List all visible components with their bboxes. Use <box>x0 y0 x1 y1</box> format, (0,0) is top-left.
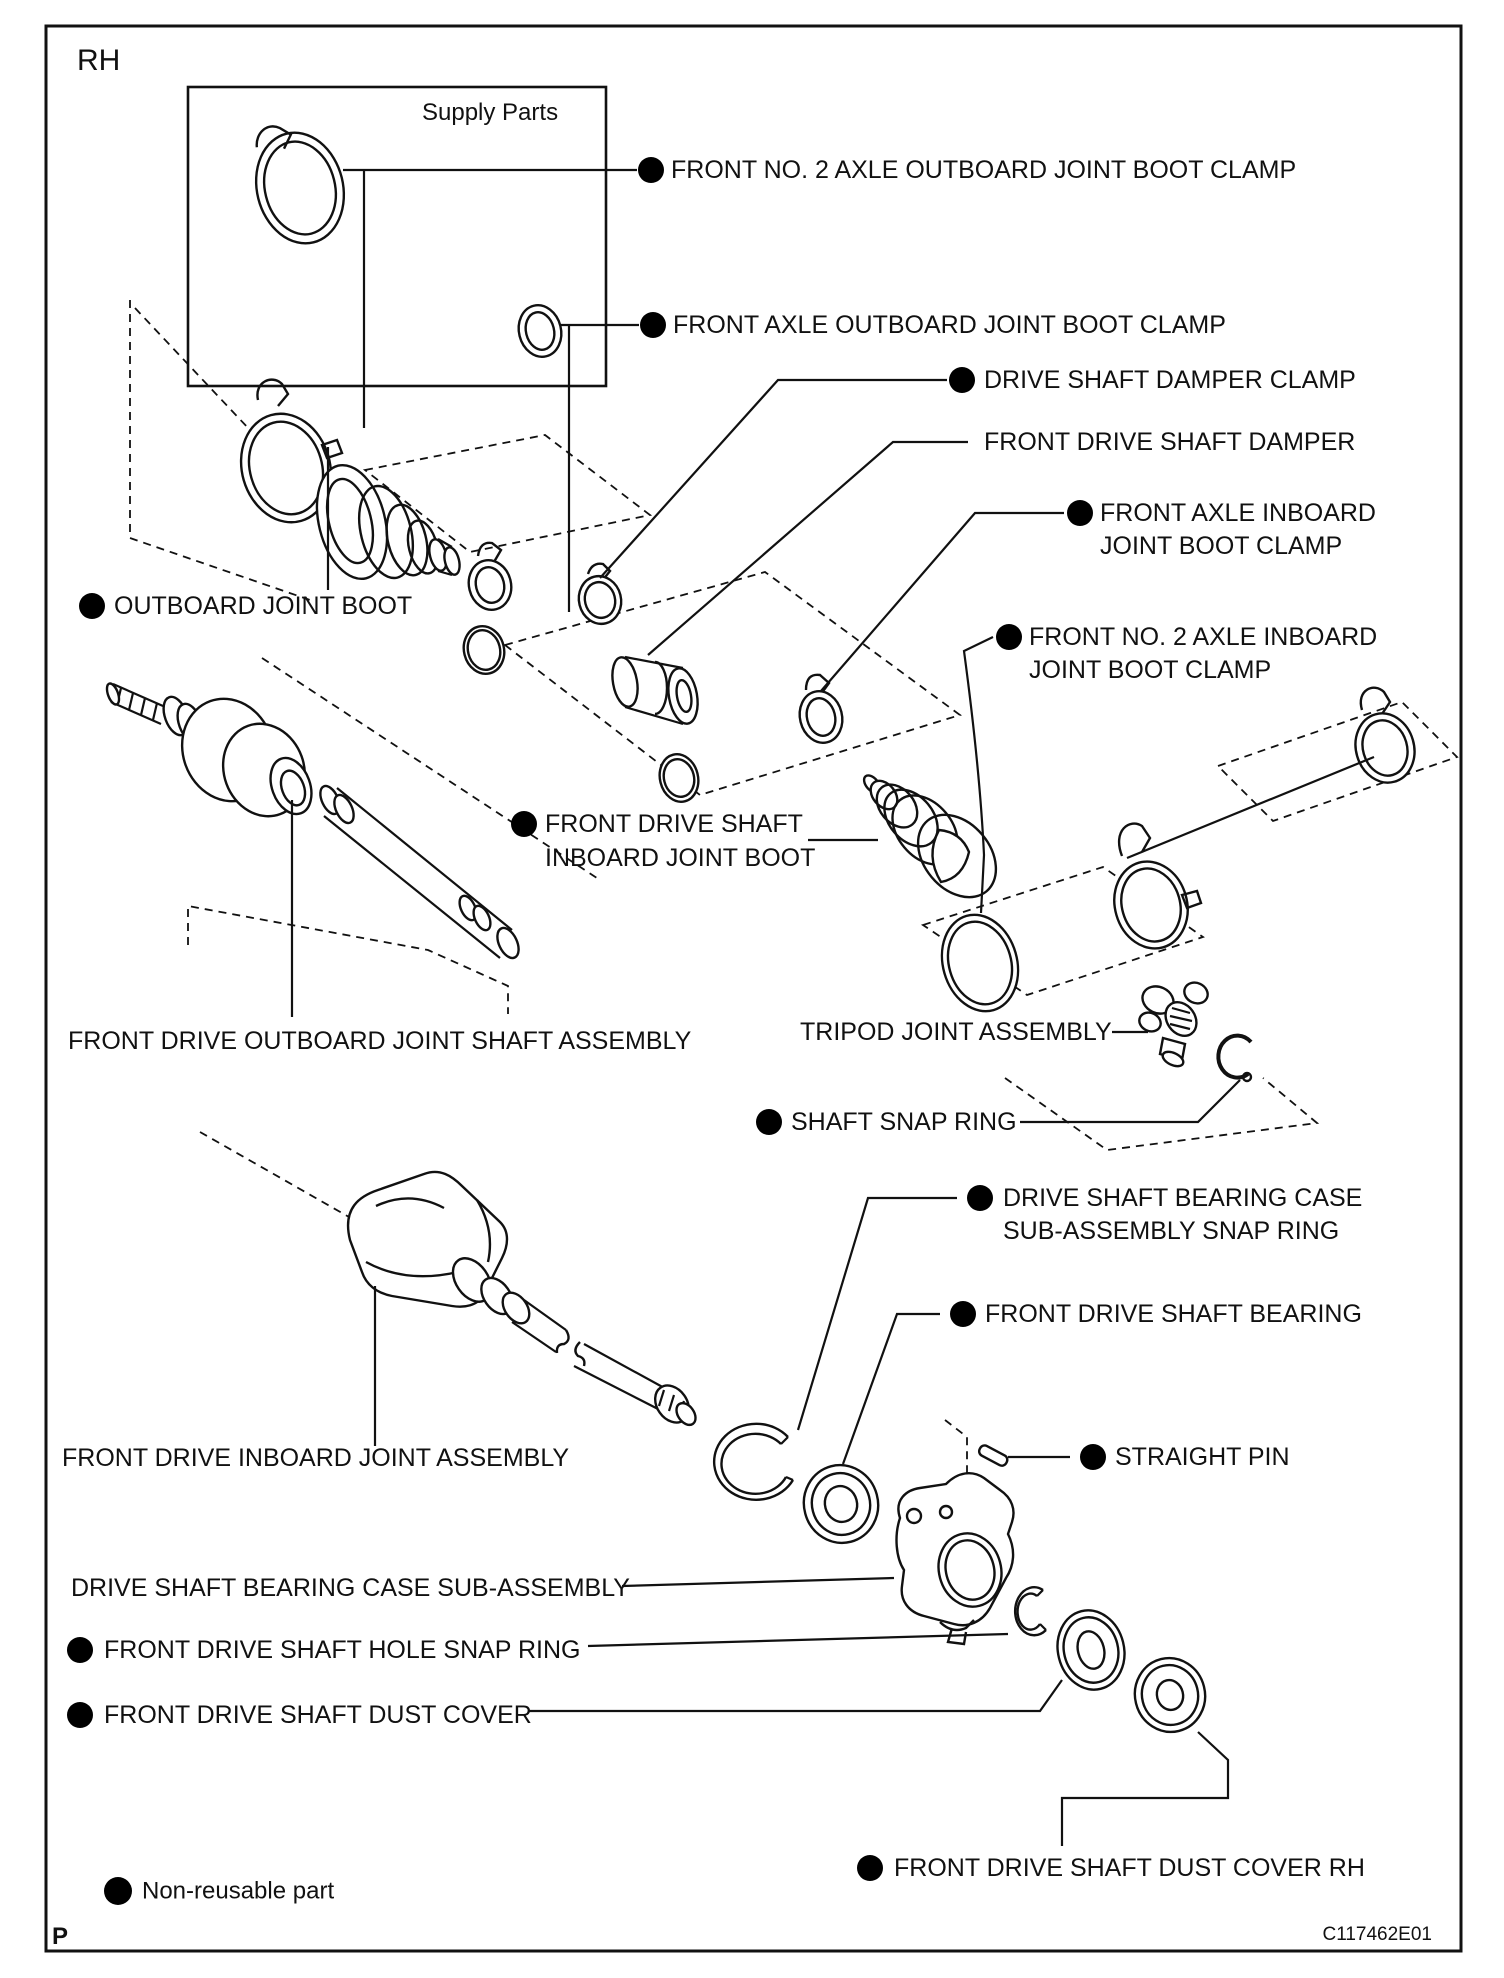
label-inboard-boot-line1: FRONT DRIVE SHAFT <box>545 810 803 838</box>
label-shaft-snap-ring: SHAFT SNAP RING <box>791 1108 1017 1136</box>
label-case-snap-ring-line2: SUB-ASSEMBLY SNAP RING <box>1003 1217 1340 1245</box>
label-inboard-joint: FRONT DRIVE INBOARD JOINT ASSEMBLY <box>62 1444 570 1472</box>
label-inboard-clamp-line2: JOINT BOOT CLAMP <box>1100 532 1343 560</box>
legend-non-reusable-text: Non-reusable part <box>142 1877 335 1905</box>
label-hole-snap-ring: FRONT DRIVE SHAFT HOLE SNAP RING <box>104 1636 581 1664</box>
label-no2-inboard-clamp-line1: FRONT NO. 2 AXLE INBOARD <box>1029 623 1378 651</box>
label-inboard-clamp-line1: FRONT AXLE INBOARD <box>1100 499 1376 527</box>
label-dust-cover: FRONT DRIVE SHAFT DUST COVER <box>104 1701 532 1729</box>
label-outboard-boot: OUTBOARD JOINT BOOT <box>114 592 413 620</box>
legend-non-reusable-dot <box>104 1877 132 1905</box>
label-case-snap-ring-line1: DRIVE SHAFT BEARING CASE <box>1003 1184 1363 1212</box>
label-dust-cover-rh: FRONT DRIVE SHAFT DUST COVER RH <box>894 1854 1365 1882</box>
label-inboard-boot-line2: INBOARD JOINT BOOT <box>545 844 816 872</box>
page-marker: P <box>52 1923 69 1950</box>
label-no2-outboard-clamp: FRONT NO. 2 AXLE OUTBOARD JOINT BOOT CLAMP <box>671 156 1297 184</box>
side-label: RH <box>77 44 121 77</box>
supply-parts-title: Supply Parts <box>422 99 559 126</box>
label-bearing-case: DRIVE SHAFT BEARING CASE SUB-ASSEMBLY <box>71 1574 630 1602</box>
label-tripod: TRIPOD JOINT ASSEMBLY <box>800 1018 1112 1046</box>
label-no2-inboard-clamp-line2: JOINT BOOT CLAMP <box>1029 656 1272 684</box>
label-damper-clamp: DRIVE SHAFT DAMPER CLAMP <box>984 366 1356 394</box>
label-straight-pin: STRAIGHT PIN <box>1115 1443 1290 1471</box>
label-shaft-bearing: FRONT DRIVE SHAFT BEARING <box>985 1300 1362 1328</box>
label-damper: FRONT DRIVE SHAFT DAMPER <box>984 428 1356 456</box>
label-outboard-shaft: FRONT DRIVE OUTBOARD JOINT SHAFT ASSEMBLY <box>68 1027 692 1055</box>
figure-code: C117462E01 <box>1322 1924 1432 1945</box>
label-outboard-clamp: FRONT AXLE OUTBOARD JOINT BOOT CLAMP <box>673 311 1226 339</box>
